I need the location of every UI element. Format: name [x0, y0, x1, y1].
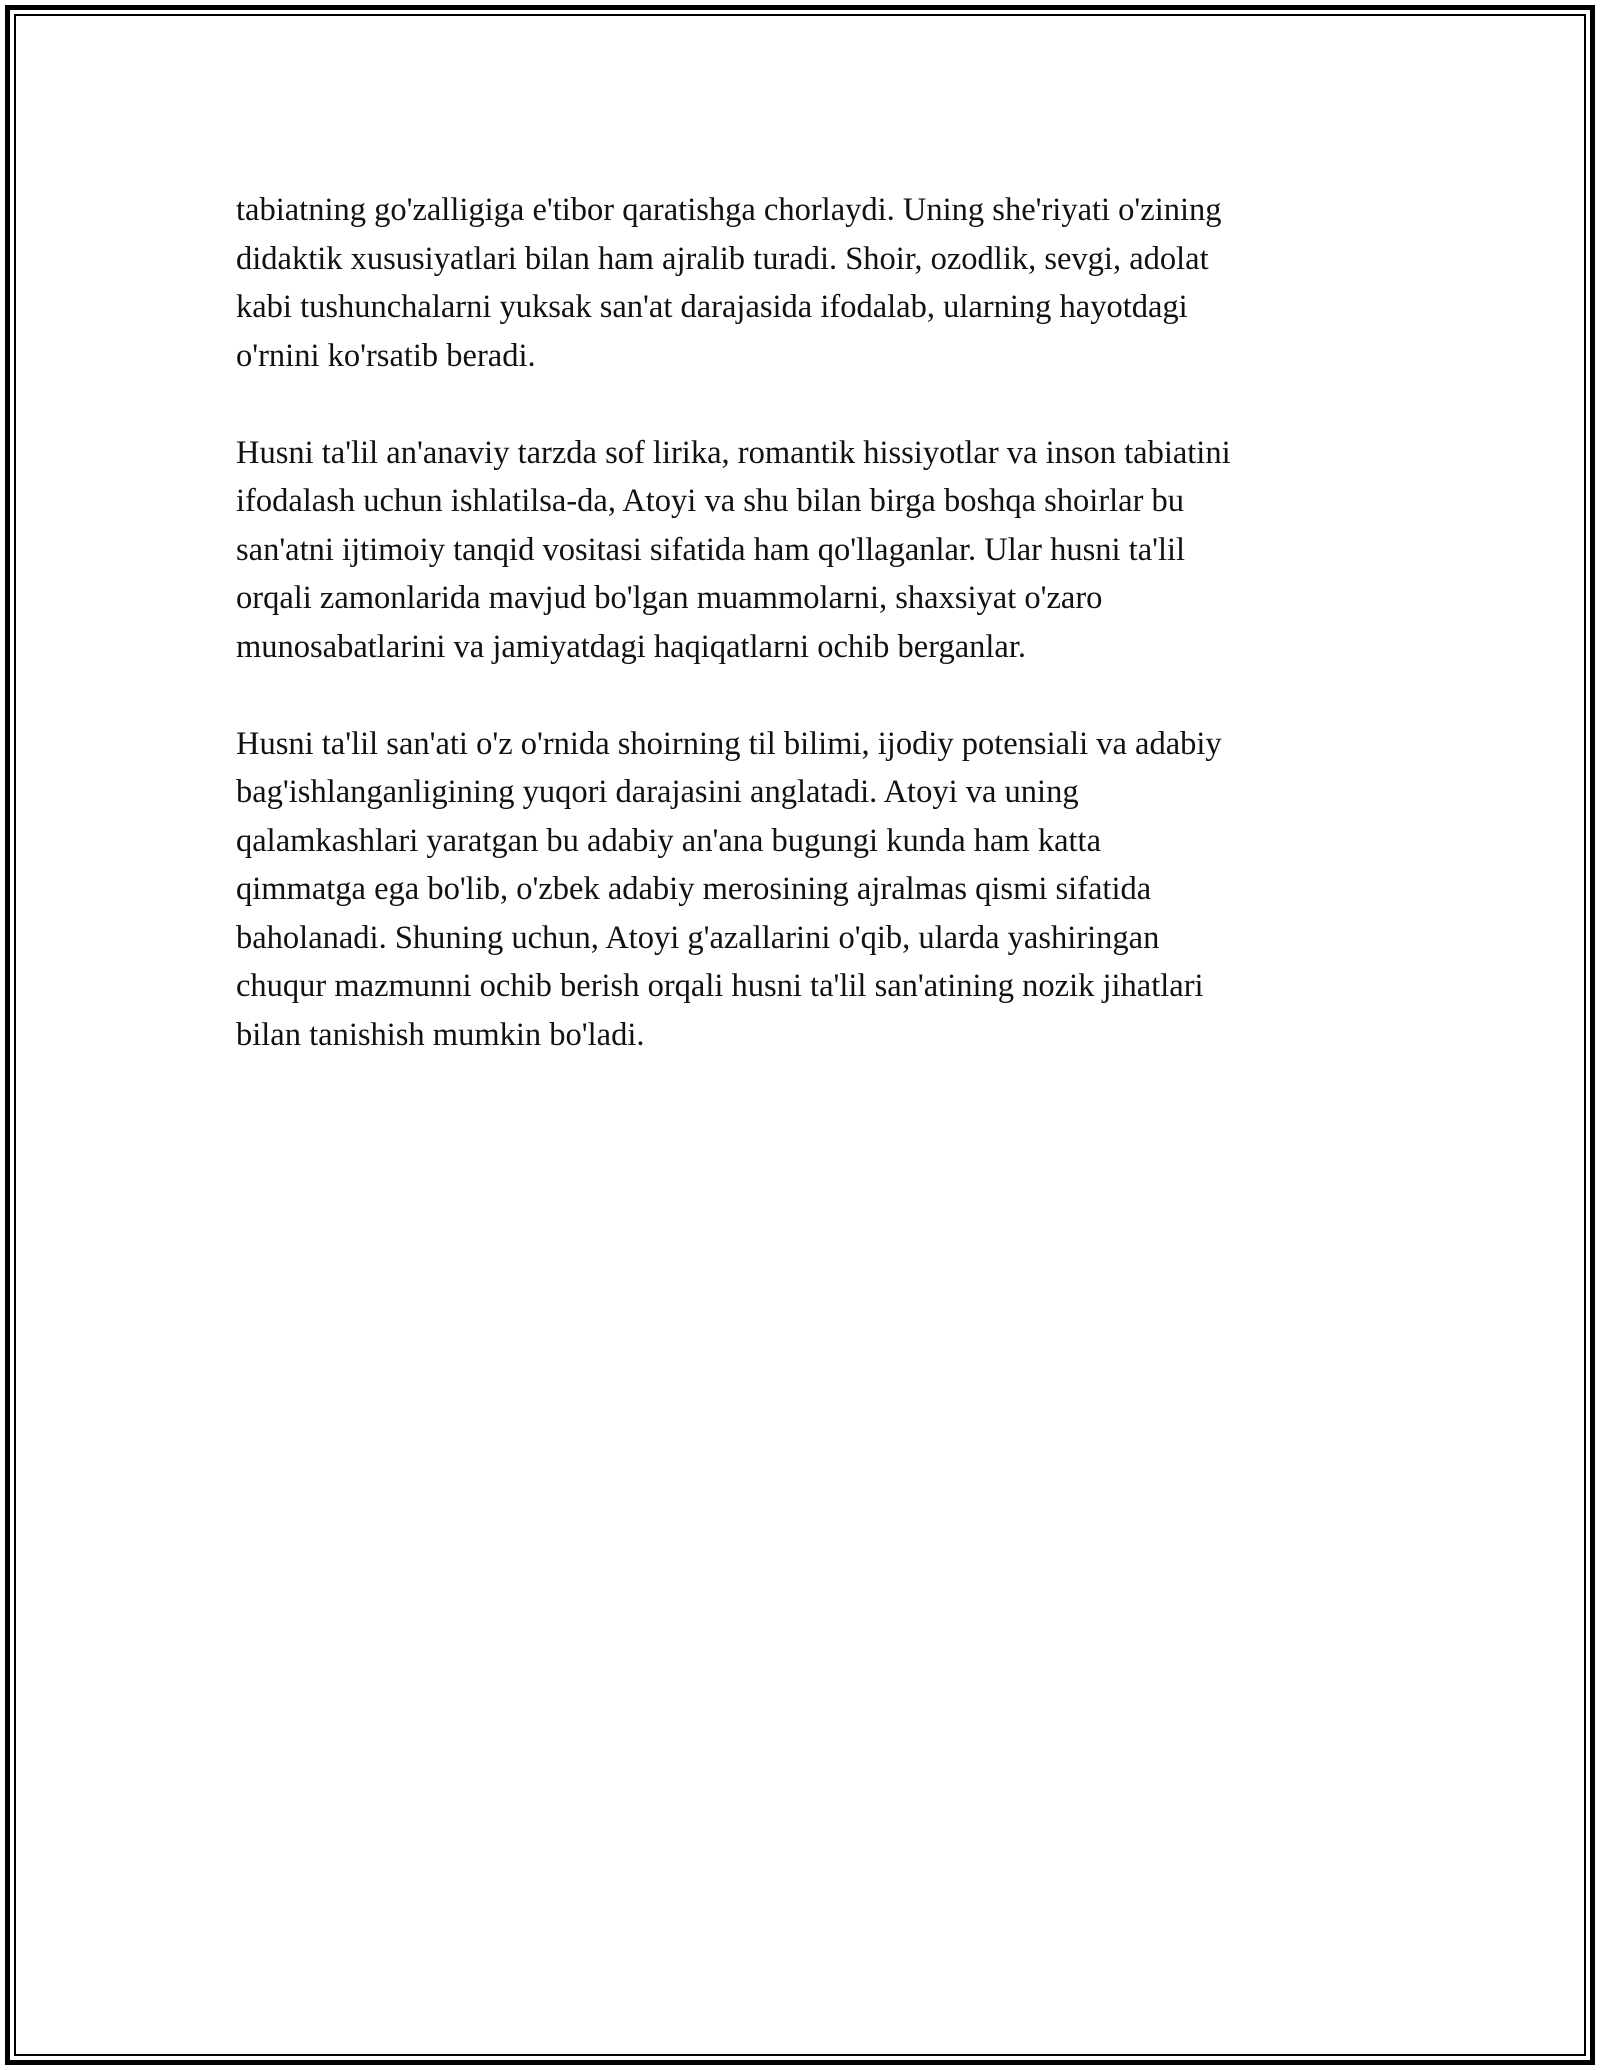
paragraph-1: tabiatning go'zalligiga e'tibor qaratishga chorlaydi. Uning she'riyati o'zining didaktik xususiyatlari bilan ham ajralib turadi. Shoir, ozodlik, sevgi, adolat kabi tushunchalarni yuksak san'at darajasida ifodalab, ularning hayotdagi o'rnini ko'rsatib beradi. — [236, 192, 1222, 374]
paragraph-2: Husni ta'lil an'anaviy tarzda sof lirika, romantik hissiyotlar va inson tabiatini ifodalash uchun ishlatilsa-da, Atoyi va shu bilan birga boshqa shoirlar bu san'atni ijtimoiy tanqid vositasi sifatida ham qo'llaganlar. Ular husni ta'lil orqali zamonlarida mavjud bo'lgan muammolarni, shaxsiyat o'zaro munosabatlarini va jamiyatdagi haqiqatlarni ochib berganlar. — [236, 434, 1231, 665]
paragraph-3: Husni ta'lil san'ati o'z o'rnida shoirning til bilimi, ijodiy potensiali va adabiy bag'ishlanganligining yuqori darajasini anglatadi. Atoyi va uning qalamkashlari yaratgan bu adabiy an'ana bugungi kunda ham katta qimmatga ega bo'lib, o'zbek adabiy merosining ajralmas qismi sifatida baholanadi. Shuning uchun, Atoyi g'azallarini o'qib, ularda yashiringan chuqur mazmunni ochib berish orqali husni ta'lil san'atining nozik jihatlari bilan tanishish mumkin bo'ladi. — [236, 725, 1222, 1053]
document-body — [236, 186, 1376, 1059]
